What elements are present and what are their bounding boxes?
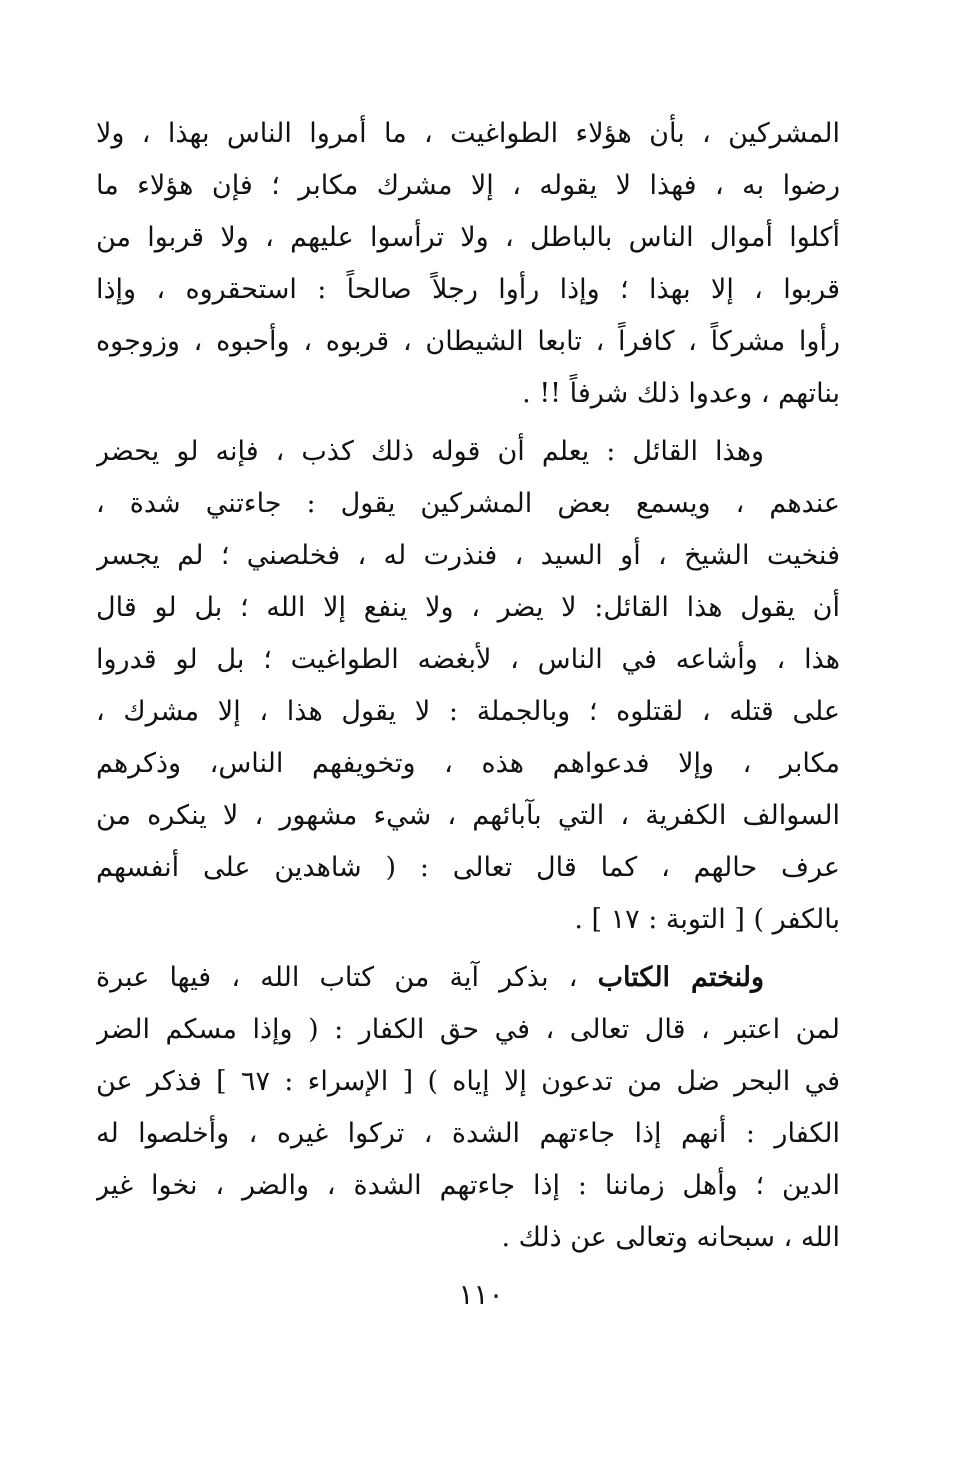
text-line: أن يقول هذا القائل: لا يضر ، ولا ينفع إلا الله ؛ بل لو قال <box>96 592 840 623</box>
text-line: الكفار : أنهم إذا جاءتهم الشدة ، تركوا غيره ، وأخلصوا له <box>96 1118 840 1149</box>
text-line: عندهم ، ويسمع بعض المشركين يقول : جاءتني شدة ، <box>96 488 840 519</box>
text-line: لمن اعتبر ، قال تعالى ، في حق الكفار : ( وإذا مسكم الضر <box>96 1014 840 1045</box>
bold-lead-phrase: ولنختم الكتاب <box>597 962 764 993</box>
text-line: في البحر ضل من تدعون إلا إياه ) [ الإسراء : ٦٧ ] فذكر عن <box>96 1066 840 1097</box>
text-line: المشركين ، بأن هؤلاء الطواغيت ، ما أمروا الناس بهذا ، ولا <box>96 118 840 149</box>
paragraph-2 <box>96 426 840 946</box>
text-line: مكابر ، وإلا فدعواهم هذه ، وتخويفهم الناس، وذكرهم <box>96 748 840 779</box>
text-line: السوالف الكفرية ، التي بآبائهم ، شيء مشهور ، لا ينكره من <box>96 800 840 831</box>
text-line: الدين ؛ وأهل زماننا : إذا جاءتهم الشدة ، والضر ، نخوا غير <box>96 1170 840 1201</box>
page-body <box>96 108 840 1264</box>
text-line-rest: ، بذكر آية من كتاب الله ، فيها عبرة <box>96 962 578 993</box>
paragraph-1 <box>96 108 840 420</box>
text-line: وهذا القائل : يعلم أن قوله ذلك كذب ، فإنه لو يحضر <box>96 436 764 467</box>
paragraph-3 <box>96 952 840 1264</box>
text-line <box>96 952 840 1004</box>
text-line: رضوا به ، فهذا لا يقوله ، إلا مشرك مكابر ؛ فإن هؤلاء ما <box>96 170 840 201</box>
text-line: بالكفر ) [ التوبة : ١٧ ] . <box>574 904 840 935</box>
text-line: فنخيت الشيخ ، أو السيد ، فنذرت له ، فخلصني ؛ لم يجسر <box>96 540 840 571</box>
text-line: رأوا مشركاً ، كافراً ، تابعا الشيطان ، قربوه ، وأحبوه ، وزوجوه <box>96 326 840 357</box>
text-line: بناتهم ، وعدوا ذلك شرفاً !! . <box>522 378 840 409</box>
page-number: ١١٠ <box>458 1278 504 1311</box>
text-line: أكلوا أموال الناس بالباطل ، ولا ترأسوا عليهم ، ولا قربوا من <box>96 222 840 253</box>
text-line: عرف حالهم ، كما قال تعالى : ( شاهدين على أنفسهم <box>96 852 840 883</box>
text-line: على قتله ، لقتلوه ؛ وبالجملة : لا يقول هذا ، إلا مشرك ، <box>96 696 840 727</box>
text-line: قربوا ، إلا بهذا ؛ وإذا رأوا رجلاً صالحاً : استحقروه ، وإذا <box>96 274 840 305</box>
text-line: هذا ، وأشاعه في الناس ، لأبغضه الطواغيت ؛ بل لو قدروا <box>96 644 840 675</box>
text-line: الله ، سبحانه وتعالى عن ذلك . <box>501 1222 840 1253</box>
